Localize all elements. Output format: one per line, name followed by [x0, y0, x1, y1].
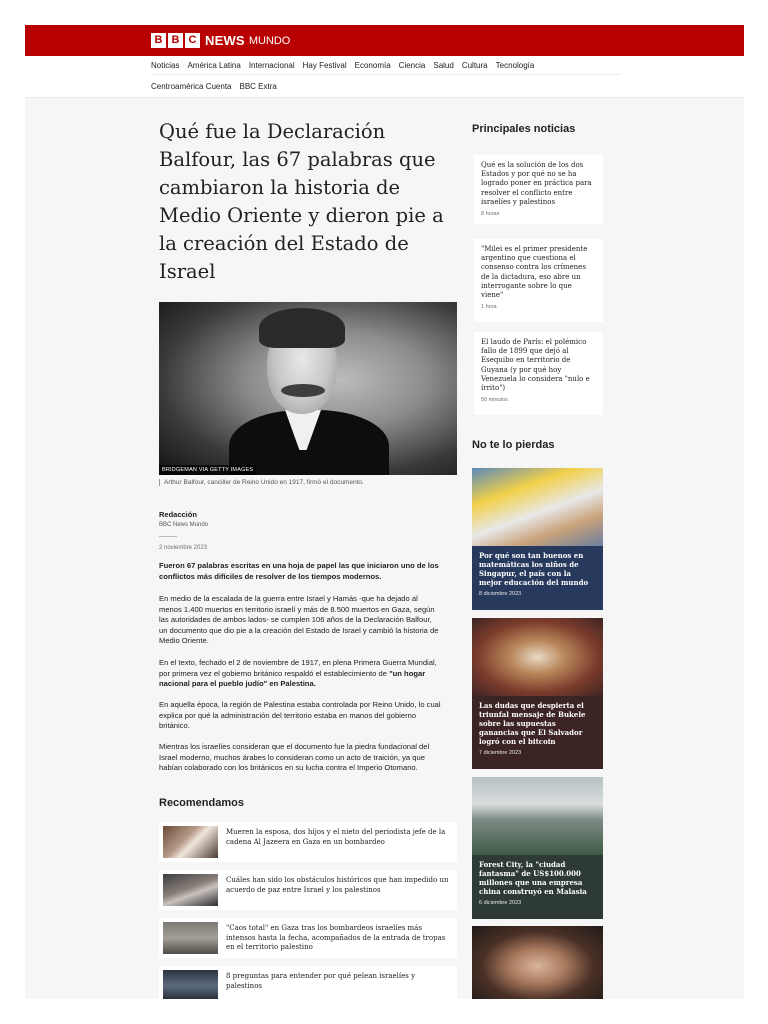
- dont-miss-card[interactable]: [472, 926, 603, 999]
- logo-news-text: NEWS: [205, 33, 245, 48]
- top-news-card[interactable]: [474, 155, 603, 224]
- dont-miss-time: 6 diciembre 2023: [479, 900, 522, 906]
- top-news-card[interactable]: [474, 332, 603, 415]
- dont-miss-image: [472, 777, 603, 855]
- recommended-item[interactable]: [159, 870, 457, 910]
- byline-divider: [159, 536, 177, 537]
- logo-edition-text: MUNDO: [248, 34, 291, 47]
- top-news-title: Qué es la solución de los dos Estados y por qué no se ha logrado poner en práctica para resolver el conflicto entre israelíes y palestinos: [481, 161, 592, 206]
- dont-miss-title: Las dudas que despierta el triunfal mensaje de Bukele sobre las supuestas ganancias que El Salvador logró con el bitcoin: [479, 701, 586, 746]
- dont-miss-title: Forest City, la "ciudad fantasma" de US$100.000 millones que una empresa china construyó en Malasia: [479, 860, 587, 896]
- photo-mustache-shape: [281, 384, 325, 397]
- top-news-title: El laudo de París: el polémico fallo de 1899 que dejó al Esequibo en territorio de Guyana (y por qué hoy Venezuela lo considera "nulo e írrito"): [481, 338, 590, 393]
- recommended-title: 8 preguntas para entender por qué pelean israelíes y palestinos: [226, 972, 416, 990]
- nav-item-hay-festival[interactable]: Hay Festival: [302, 61, 347, 70]
- dont-miss-body: [472, 696, 603, 761]
- dont-miss-heading: No te lo pierdas: [472, 439, 555, 451]
- masthead: [25, 25, 744, 56]
- recommended-title: Cuáles han sido los obstáculos históricos que han impedido un acuerdo de paz entre Israel y los palestinos: [226, 876, 449, 894]
- dont-miss-card[interactable]: [472, 618, 603, 769]
- top-news-heading: Principales noticias: [472, 123, 576, 135]
- top-news-time: 8 horas: [481, 211, 500, 218]
- recommended-title: Mueren la esposa, dos hijos y el nieto del periodista jefe de la cadena Al Jazeera en Gaza en un bombardeo: [226, 828, 446, 846]
- top-news-time: 50 minutos: [481, 397, 508, 404]
- article-headline: Qué fue la Declaración Balfour, las 67 palabras que cambiaron la historia de Medio Oriente y dieron pie a la creación del Estado de Israel: [159, 120, 444, 283]
- top-news-card[interactable]: [474, 239, 603, 322]
- recommended-thumbnail: [163, 922, 218, 954]
- nav-item-cultura[interactable]: Cultura: [461, 61, 488, 70]
- logo-block-b2: B: [168, 33, 183, 48]
- dont-miss-image: [472, 618, 603, 696]
- dont-miss-time: 8 diciembre 2023: [479, 591, 522, 597]
- dont-miss-card[interactable]: [472, 777, 603, 919]
- dont-miss-image: [472, 468, 603, 546]
- dont-miss-body: [472, 855, 603, 911]
- nav-item-america-latina[interactable]: América Latina: [187, 61, 241, 70]
- recommended-title: "Caos total" en Gaza tras los bombardeos israelíes más intensos hasta la fecha, acompañados de la entrada de tropas en el territorio palestino: [226, 924, 446, 951]
- page-frame: [25, 25, 744, 999]
- article-intro: Fueron 67 palabras escritas en una hoja de papel las que iniciaron uno de los conflictos más difíciles de resolver de los tiempos modernos.: [159, 561, 439, 581]
- recommended-item[interactable]: [159, 918, 457, 958]
- dont-miss-title: Por qué son tan buenos en matemáticas los niños de Singapur, el país con la mejor educación del mundo: [479, 551, 589, 587]
- nav-item-centroamerica-cuenta[interactable]: Centroamérica Cuenta: [151, 82, 232, 91]
- logo-block-c: C: [185, 33, 200, 48]
- article-paragraph-3: En aquella época, la región de Palestina estaba controlada por Reino Unido, lo cual explica por qué la administración del territorio estaba en manos del gobierno británico.: [159, 700, 441, 730]
- dont-miss-time: 7 diciembre 2023: [479, 750, 522, 756]
- dont-miss-body: [472, 546, 603, 602]
- article-paragraph-1: En medio de la escalada de la guerra entre Israel y Hamás -que ha dejado al menos 1.400 muertos en territorio israelí y más de 8.500 muertos en Gaza, según las autoridades de ambos lados- se cumplen 106 años de la Declaración Balfour, un documento que dio pie a la creación del Estado de Israel y cambió la historia de Medio Oriente.: [159, 594, 439, 645]
- article-paragraph-4: Mientras los israelíes consideran que el documento fue la piedra fundacional del Israel moderno, muchos árabes lo consideran como un acto de traición, ya que habían colaborado con los británicos en su lucha contra el Imperio Otomano.: [159, 742, 430, 772]
- nav-item-bbc-extra[interactable]: BBC Extra: [239, 82, 277, 91]
- recommended-item[interactable]: [159, 822, 457, 862]
- top-news-time: 1 hora: [481, 304, 497, 311]
- photo-hair-shape: [259, 308, 345, 348]
- nav-item-internacional[interactable]: Internacional: [248, 61, 295, 70]
- top-news-title: "Milei es el primer presidente argentino que cuestiona el consenso contra los crímenes de la dictadura, eso abre un interrogante sobre lo que viene": [481, 245, 588, 300]
- article-paragraph-2: [159, 658, 442, 690]
- byline-author: Redacción: [159, 510, 197, 519]
- nav-item-economia[interactable]: Economía: [354, 61, 391, 70]
- byline-organization: BBC News Mundo: [159, 522, 209, 528]
- recommended-thumbnail: [163, 874, 218, 906]
- article-photo: [159, 302, 457, 475]
- paragraph-2-link[interactable]: "un hogar nacional para el pueblo judío" en Palestina.: [159, 668, 426, 688]
- nav-item-tecnologia[interactable]: Tecnología: [495, 61, 535, 70]
- nav-item-noticias[interactable]: Noticias: [151, 61, 180, 70]
- nav-item-ciencia[interactable]: Ciencia: [398, 61, 426, 70]
- publish-date: 2 noviembre 2023: [159, 545, 208, 551]
- bbc-news-mundo-logo[interactable]: [151, 32, 290, 49]
- nav-row-secondary: [151, 82, 285, 91]
- recommended-thumbnail: [163, 970, 218, 999]
- logo-block-b1: B: [151, 33, 166, 48]
- recommended-heading: Recomendamos: [159, 797, 244, 809]
- nav-item-salud[interactable]: Salud: [433, 61, 454, 70]
- dont-miss-image: [472, 926, 603, 999]
- photo-credit: BRIDGEMAN VIA GETTY IMAGES: [159, 465, 256, 475]
- recommended-thumbnail: [163, 826, 218, 858]
- section-navigation: [25, 56, 744, 98]
- dont-miss-card[interactable]: [472, 468, 603, 610]
- photo-caption: Arthur Balfour, canciller de Reino Unido en 1917, firmó el documento.: [159, 479, 364, 486]
- paragraph-2-text: En el texto, fechado el 2 de noviembre de 1917, en plena Primera Guerra Mundial, por primera vez el gobierno británico respaldó el establecimiento de: [159, 658, 437, 678]
- recommended-item[interactable]: [159, 966, 457, 999]
- nav-row-primary: [151, 61, 621, 75]
